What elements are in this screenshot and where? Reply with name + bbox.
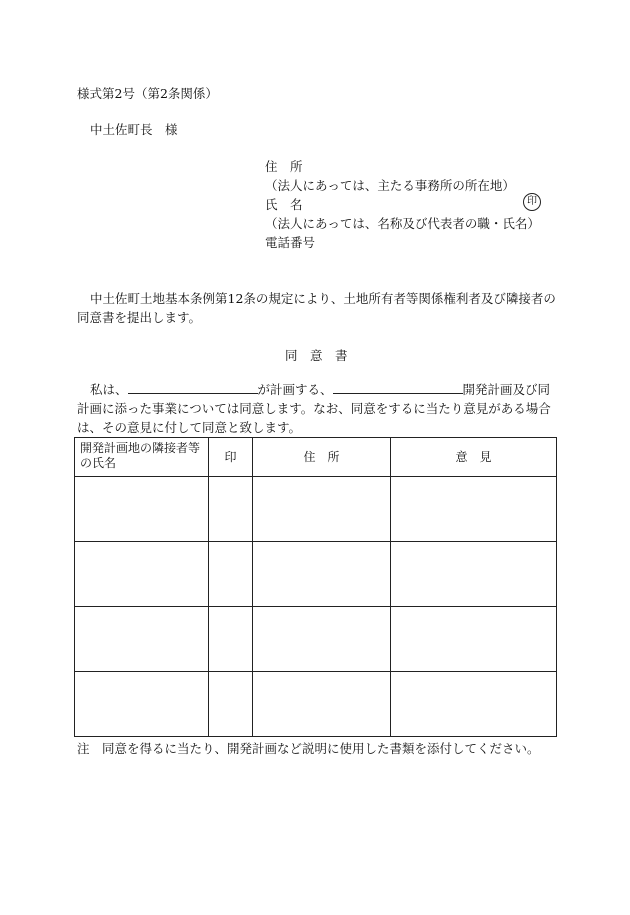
header-address: 住 所: [253, 438, 391, 477]
address-cell[interactable]: [253, 477, 391, 542]
addressee: 中土佐町長 様: [90, 122, 178, 137]
seal-cell[interactable]: [209, 607, 253, 672]
header-opinion: 意 見: [391, 438, 557, 477]
seal-cell[interactable]: [209, 477, 253, 542]
seal-cell[interactable]: [209, 672, 253, 737]
intro-paragraph: [77, 289, 557, 327]
form-number: 様式第2号（第2条関係）: [77, 86, 218, 101]
table-row: [75, 607, 557, 672]
opinion-cell[interactable]: [391, 542, 557, 607]
consent-part2: が計画する、: [257, 382, 333, 397]
neighbor-name-cell[interactable]: [75, 672, 209, 737]
neighbor-name-cell[interactable]: [75, 542, 209, 607]
consenter-blank[interactable]: [128, 380, 258, 394]
header-seal: 印: [209, 438, 253, 477]
phone-label: 電話番号: [265, 235, 316, 250]
document-title: 同 意 書: [285, 348, 348, 363]
consent-paragraph: [77, 380, 557, 437]
planner-blank[interactable]: [333, 380, 463, 394]
consent-part3: 開発計画及び同計画に添った事業については同意します。なお、同意をするに当たり意見がある場合は、その意見に付して同意と致します。: [77, 382, 551, 435]
intro-text: 中土佐町土地基本条例第12条の規定により、土地所有者等関係権利者及び隣接者の同意書を提出します。: [77, 291, 556, 325]
opinion-cell[interactable]: [391, 477, 557, 542]
opinion-cell[interactable]: [391, 672, 557, 737]
name-label: 氏 名: [265, 197, 303, 212]
address-cell[interactable]: [253, 672, 391, 737]
seal-cell[interactable]: [209, 542, 253, 607]
address-label: 住 所: [265, 159, 303, 174]
neighbor-consent-table: [74, 437, 557, 737]
seal-mark: 印: [523, 193, 541, 211]
consent-part1: 私は、: [90, 382, 128, 397]
opinion-cell[interactable]: [391, 607, 557, 672]
header-neighbor-name: 開発計画地の隣接者等の氏名: [75, 438, 209, 477]
footnote: 注 同意を得るに当たり、開発計画など説明に使用した書類を添付してください。: [77, 741, 540, 756]
name-note: （法人にあっては、名称及び代表者の職・氏名）: [265, 216, 540, 231]
neighbor-name-cell[interactable]: [75, 607, 209, 672]
table-row: [75, 542, 557, 607]
table-header-row: [75, 438, 557, 477]
table-row: [75, 672, 557, 737]
address-note: （法人にあっては、主たる事務所の所在地）: [265, 178, 515, 193]
address-cell[interactable]: [253, 542, 391, 607]
neighbor-name-cell[interactable]: [75, 477, 209, 542]
address-cell[interactable]: [253, 607, 391, 672]
table-row: [75, 477, 557, 542]
